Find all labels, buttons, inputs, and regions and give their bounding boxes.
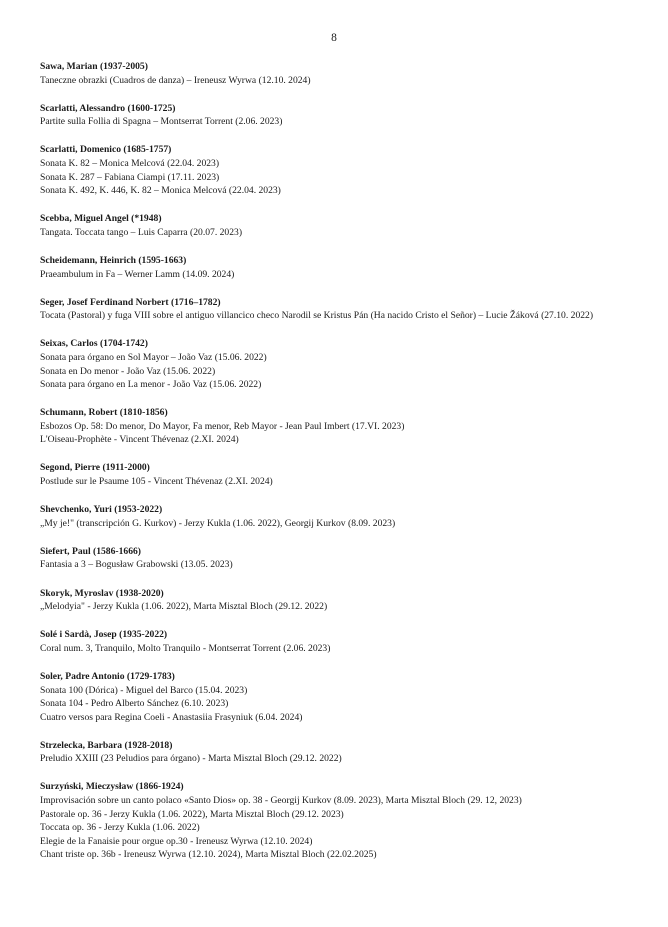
work-line: Postlude sur le Psaume 105 - Vincent Thévenaz (2.XI. 2024) bbox=[40, 476, 273, 488]
work-line: Partite sulla Follia di Spagna – Montserrat Torrent (2.06. 2023) bbox=[40, 116, 283, 128]
entry-sole-i-sarda bbox=[40, 628, 640, 655]
work-line: Sonata K. 82 – Monica Melcová (22.04. 2023) bbox=[40, 157, 220, 169]
composer-heading: Strzelecka, Barbara (1928-2018) bbox=[40, 739, 173, 751]
composer-heading: Siefert, Paul (1586-1666) bbox=[40, 545, 141, 557]
entry-seixas bbox=[40, 337, 640, 391]
entry-scheidemann bbox=[40, 254, 640, 281]
composer-heading: Scarlatti, Alessandro (1600-1725) bbox=[40, 102, 176, 114]
work-line: Chant triste op. 36b - Ireneusz Wyrwa (12.10. 2024), Marta Misztal Bloch (22.02.2025) bbox=[40, 849, 377, 861]
entry-shevchenko bbox=[40, 503, 640, 530]
entry-surzynski bbox=[40, 780, 640, 862]
composer-heading: Shevchenko, Yuri (1953-2022) bbox=[40, 504, 163, 516]
work-line: Toccata op. 36 - Jerzy Kukla (1.06. 2022) bbox=[40, 822, 200, 834]
work-line: Praeambulum in Fa – Werner Lamm (14.09. 2024) bbox=[40, 268, 235, 280]
composer-heading: Skoryk, Myroslav (1938-2020) bbox=[40, 587, 164, 599]
work-line: Sonata para órgano en Sol Mayor – João Vaz (15.06. 2022) bbox=[40, 351, 267, 363]
work-line: Improvisación sobre un canto polaco «Santo Dios» op. 38 - Georgij Kurkov (8.09. 2023), Marta Misztal Bloch (29. 12, 2023) bbox=[40, 795, 522, 807]
composer-heading: Schumann, Robert (1810-1856) bbox=[40, 407, 168, 419]
composer-list bbox=[40, 60, 640, 877]
entry-segond bbox=[40, 461, 640, 488]
work-line: Sonata 100 (Dórica) - Miguel del Barco (15.04. 2023) bbox=[40, 684, 248, 696]
composer-heading: Soler, Padre Antonio (1729-1783) bbox=[40, 670, 175, 682]
work-line: Cuatro versos para Regina Coeli - Anastasiia Frasyniuk (6.04. 2024) bbox=[40, 711, 303, 723]
composer-heading: Scarlatti, Domenico (1685-1757) bbox=[40, 144, 172, 156]
work-line: Pastorale op. 36 - Jerzy Kukla (1.06. 2022), Marta Misztal Bloch (29.12. 2023) bbox=[40, 808, 344, 820]
work-line: Taneczne obrazki (Cuadros de danza) – Ireneusz Wyrwa (12.10. 2024) bbox=[40, 74, 311, 86]
entry-strzelecka bbox=[40, 739, 640, 766]
page-number: 8 bbox=[331, 32, 337, 44]
work-line: Coral num. 3, Tranquilo, Molto Tranquilo - Montserrat Torrent (2.06. 2023) bbox=[40, 642, 331, 654]
work-line: Sonata para órgano en La menor - João Vaz (15.06. 2022) bbox=[40, 379, 262, 391]
work-line: Sonata K. 492, K. 446, K. 82 – Monica Melcová (22.04. 2023) bbox=[40, 185, 281, 197]
composer-heading: Sawa, Marian (1937-2005) bbox=[40, 61, 148, 72]
work-line: „My je!" (transcripción G. Kurkov) - Jerzy Kukla (1.06. 2022), Georgij Kurkov (8.09. 2023) bbox=[40, 517, 396, 529]
composer-heading: Seixas, Carlos (1704-1742) bbox=[40, 338, 148, 350]
work-line: Tangata. Toccata tango – Luis Caparra (20.07. 2023) bbox=[40, 226, 243, 238]
composer-heading: Scheidemann, Heinrich (1595-1663) bbox=[40, 254, 187, 266]
entry-sawa bbox=[40, 60, 640, 87]
work-line: Preludio XXIII (23 Peludios para órgano) - Marta Misztal Bloch (29.12. 2022) bbox=[40, 753, 342, 765]
entry-schumann bbox=[40, 406, 640, 447]
work-line: L'Oiseau-Prophète - Vincent Thévenaz (2.XI. 2024) bbox=[40, 434, 239, 446]
work-line: Elegie de la Fanaisie pour orgue op.30 - Ireneusz Wyrwa (12.10. 2024) bbox=[40, 835, 313, 847]
entry-siefert bbox=[40, 545, 640, 572]
entry-skoryk bbox=[40, 587, 640, 614]
work-line: Sonata K. 287 – Fabiana Ciampi (17.11. 2023) bbox=[40, 171, 220, 183]
work-line: Esbozos Op. 58: Do menor, Do Mayor, Fa menor, Reb Mayor - Jean Paul Imbert (17.VI. 2023) bbox=[40, 420, 405, 432]
work-line: „Melodyia" - Jerzy Kukla (1.06. 2022), Marta Misztal Bloch (29.12. 2022) bbox=[40, 601, 328, 613]
work-line: Tocata (Pastoral) y fuga VIII sobre el antiguo villancico checo Narodil se Kristus Pán (Ha nacido Cristo el Señor) – Lucie Žáková (27.10. 2022) bbox=[40, 310, 594, 322]
work-line: Sonata en Do menor - João Vaz (15.06. 2022) bbox=[40, 365, 216, 377]
composer-heading: Surzyński, Mieczysław (1866-1924) bbox=[40, 781, 184, 793]
entry-scebba bbox=[40, 212, 640, 239]
entry-seger bbox=[40, 296, 640, 323]
composer-heading: Seger, Josef Ferdinand Norbert (1716–1782) bbox=[40, 296, 221, 308]
composer-heading: Solé i Sardà, Josep (1935-2022) bbox=[40, 629, 168, 641]
entry-soler bbox=[40, 670, 640, 724]
entry-scarlatti-domenico bbox=[40, 143, 640, 197]
composer-heading: Segond, Pierre (1911-2000) bbox=[40, 462, 150, 474]
work-line: Sonata 104 - Pedro Alberto Sánchez (6.10. 2023) bbox=[40, 698, 229, 710]
composer-heading: Scebba, Miguel Angel (*1948) bbox=[40, 213, 162, 225]
work-line: Fantasia a 3 – Bogusław Grabowski (13.05. 2023) bbox=[40, 559, 233, 571]
entry-scarlatti-alessandro bbox=[40, 102, 640, 129]
